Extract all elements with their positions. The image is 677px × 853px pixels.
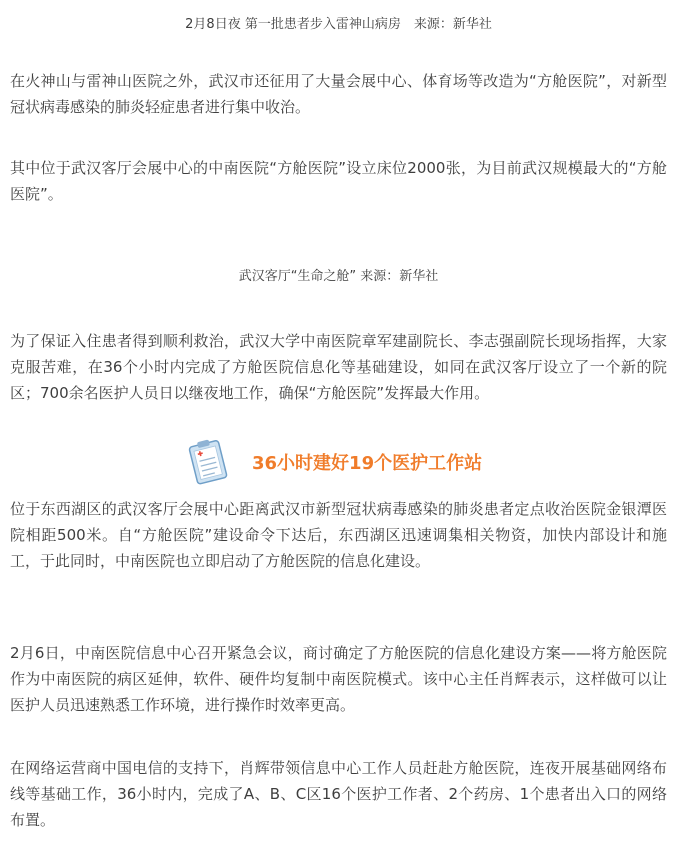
- section-heading: [186, 437, 506, 487]
- paragraph-network: 在网络运营商中国电信的支持下，肖辉带领信息中心工作人员赶赴方舱医院，连夜开展基础网络布线等基础工作，36小时内，完成了A、B、C区16个医护工作者、2个药房、1个患者出入口的网络布置。: [10, 759, 667, 829]
- paragraph-meeting: 2月6日，中南医院信息中心召开紧急会议，商讨确定了方舱医院的信息化建设方案——将方舱医院作为中南医院的病区延伸，软件、硬件均复制中南医院模式。该中心主任肖辉表示，这样做可以让医护人员迅速熟悉工作环境，进行操作时效率更高。: [10, 644, 667, 714]
- photo-caption-wuhan-keting: 武汉客厅“生命之舱” 来源：新华社: [238, 269, 439, 284]
- paragraph-infrastructure: 为了保证入住患者得到顺利救治，武汉大学中南医院章军建副院长、李志强副院长现场指挥，大家克服苦难，在36个小时内完成了方舱医院信息化等基础建设，如同在武汉客厅设立了一个新的院区；700余名医护人员日以继夜地工作，确保“方舱医院”发挥最大作用。: [10, 332, 667, 402]
- paragraph-location: 位于东西湖区的武汉客厅会展中心距离武汉市新型冠状病毒感染的肺炎患者定点收治医院金银潭医院相距500米。自“方舱医院”建设命令下达后，东西湖区迅速调集相关物资，加快内部设计和施工，于此同时，中南医院也立即启动了方舱医院的信息化建设。: [10, 500, 667, 570]
- clipboard-icon: [186, 437, 232, 487]
- paragraph-fangcang-intro: 在火神山与雷神山医院之外，武汉市还征用了大量会展中心、体育场等改造为“方舱医院”，对新型冠状病毒感染的肺炎轻症患者进行集中收治。: [10, 72, 667, 116]
- section-heading-text: 36小时建好19个医护工作站: [252, 453, 483, 474]
- photo-caption-leishenshan: 2月8日夜 第一批患者步入雷神山病房 来源：新华社: [185, 17, 492, 32]
- paragraph-zhongnan-beds: 其中位于武汉客厅会展中心的中南医院“方舱医院”设立床位2000张，为目前武汉规模最大的“方舱医院”。: [10, 159, 667, 203]
